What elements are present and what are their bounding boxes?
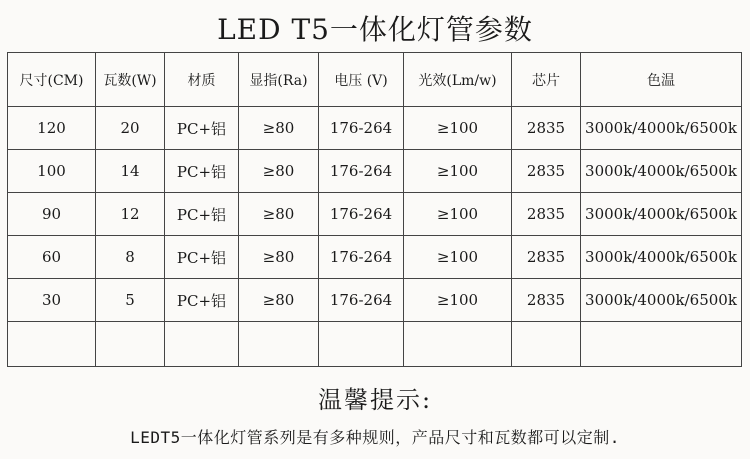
cell-voltage: 176-264 bbox=[319, 279, 404, 322]
cell-chip: 2835 bbox=[512, 236, 581, 279]
cell-cri: ≥80 bbox=[239, 107, 319, 150]
cell-material: PC+铝 bbox=[165, 279, 239, 322]
table-row bbox=[8, 107, 742, 150]
cell-voltage: 176-264 bbox=[319, 236, 404, 279]
table-row bbox=[8, 150, 742, 193]
cell-empty bbox=[8, 322, 96, 367]
cell-color-temp: 3000k/4000k/6500k bbox=[581, 107, 742, 150]
table-header-row bbox=[8, 53, 742, 107]
cell-chip: 2835 bbox=[512, 107, 581, 150]
cell-size: 100 bbox=[8, 150, 96, 193]
page-title: LED T5一体化灯管参数 bbox=[217, 13, 533, 46]
cell-color-temp: 3000k/4000k/6500k bbox=[581, 279, 742, 322]
cell-empty bbox=[96, 322, 165, 367]
cell-color-temp: 3000k/4000k/6500k bbox=[581, 193, 742, 236]
cell-empty bbox=[319, 322, 404, 367]
cell-cri: ≥80 bbox=[239, 279, 319, 322]
cell-empty bbox=[404, 322, 512, 367]
cell-size: 30 bbox=[8, 279, 96, 322]
header-wattage: 瓦数(W) bbox=[96, 53, 165, 107]
header-chip: 芯片 bbox=[512, 53, 581, 107]
cell-voltage: 176-264 bbox=[319, 150, 404, 193]
cell-efficacy: ≥100 bbox=[404, 236, 512, 279]
table-row-empty bbox=[8, 322, 742, 367]
table-row bbox=[8, 193, 742, 236]
cell-empty bbox=[512, 322, 581, 367]
cell-empty bbox=[239, 322, 319, 367]
cell-empty bbox=[581, 322, 742, 367]
cell-voltage: 176-264 bbox=[319, 193, 404, 236]
header-size: 尺寸(CM) bbox=[8, 53, 96, 107]
cell-material: PC+铝 bbox=[165, 150, 239, 193]
cell-size: 120 bbox=[8, 107, 96, 150]
cell-empty bbox=[165, 322, 239, 367]
cell-color-temp: 3000k/4000k/6500k bbox=[581, 236, 742, 279]
header-color-temp: 色温 bbox=[581, 53, 742, 107]
spec-table bbox=[7, 52, 742, 367]
table-row bbox=[8, 236, 742, 279]
cell-efficacy: ≥100 bbox=[404, 150, 512, 193]
cell-chip: 2835 bbox=[512, 279, 581, 322]
cell-size: 60 bbox=[8, 236, 96, 279]
cell-cri: ≥80 bbox=[239, 236, 319, 279]
cell-material: PC+铝 bbox=[165, 193, 239, 236]
cell-color-temp: 3000k/4000k/6500k bbox=[581, 150, 742, 193]
cell-efficacy: ≥100 bbox=[404, 107, 512, 150]
notice-title: 温馨提示: bbox=[317, 386, 433, 414]
cell-material: PC+铝 bbox=[165, 107, 239, 150]
cell-wattage: 14 bbox=[96, 150, 165, 193]
header-material: 材质 bbox=[165, 53, 239, 107]
table-row bbox=[8, 279, 742, 322]
cell-efficacy: ≥100 bbox=[404, 193, 512, 236]
cell-voltage: 176-264 bbox=[319, 107, 404, 150]
cell-wattage: 12 bbox=[96, 193, 165, 236]
header-cri: 显指(Ra) bbox=[239, 53, 319, 107]
cell-size: 90 bbox=[8, 193, 96, 236]
cell-efficacy: ≥100 bbox=[404, 279, 512, 322]
header-voltage: 电压 (V) bbox=[319, 53, 404, 107]
cell-wattage: 20 bbox=[96, 107, 165, 150]
cell-wattage: 8 bbox=[96, 236, 165, 279]
cell-cri: ≥80 bbox=[239, 193, 319, 236]
notice-text: LEDT5一体化灯管系列是有多种规则，产品尺寸和瓦数都可以定制. bbox=[130, 428, 620, 447]
cell-material: PC+铝 bbox=[165, 236, 239, 279]
cell-cri: ≥80 bbox=[239, 150, 319, 193]
header-efficacy: 光效(Lm/w) bbox=[404, 53, 512, 107]
cell-wattage: 5 bbox=[96, 279, 165, 322]
cell-chip: 2835 bbox=[512, 150, 581, 193]
cell-chip: 2835 bbox=[512, 193, 581, 236]
